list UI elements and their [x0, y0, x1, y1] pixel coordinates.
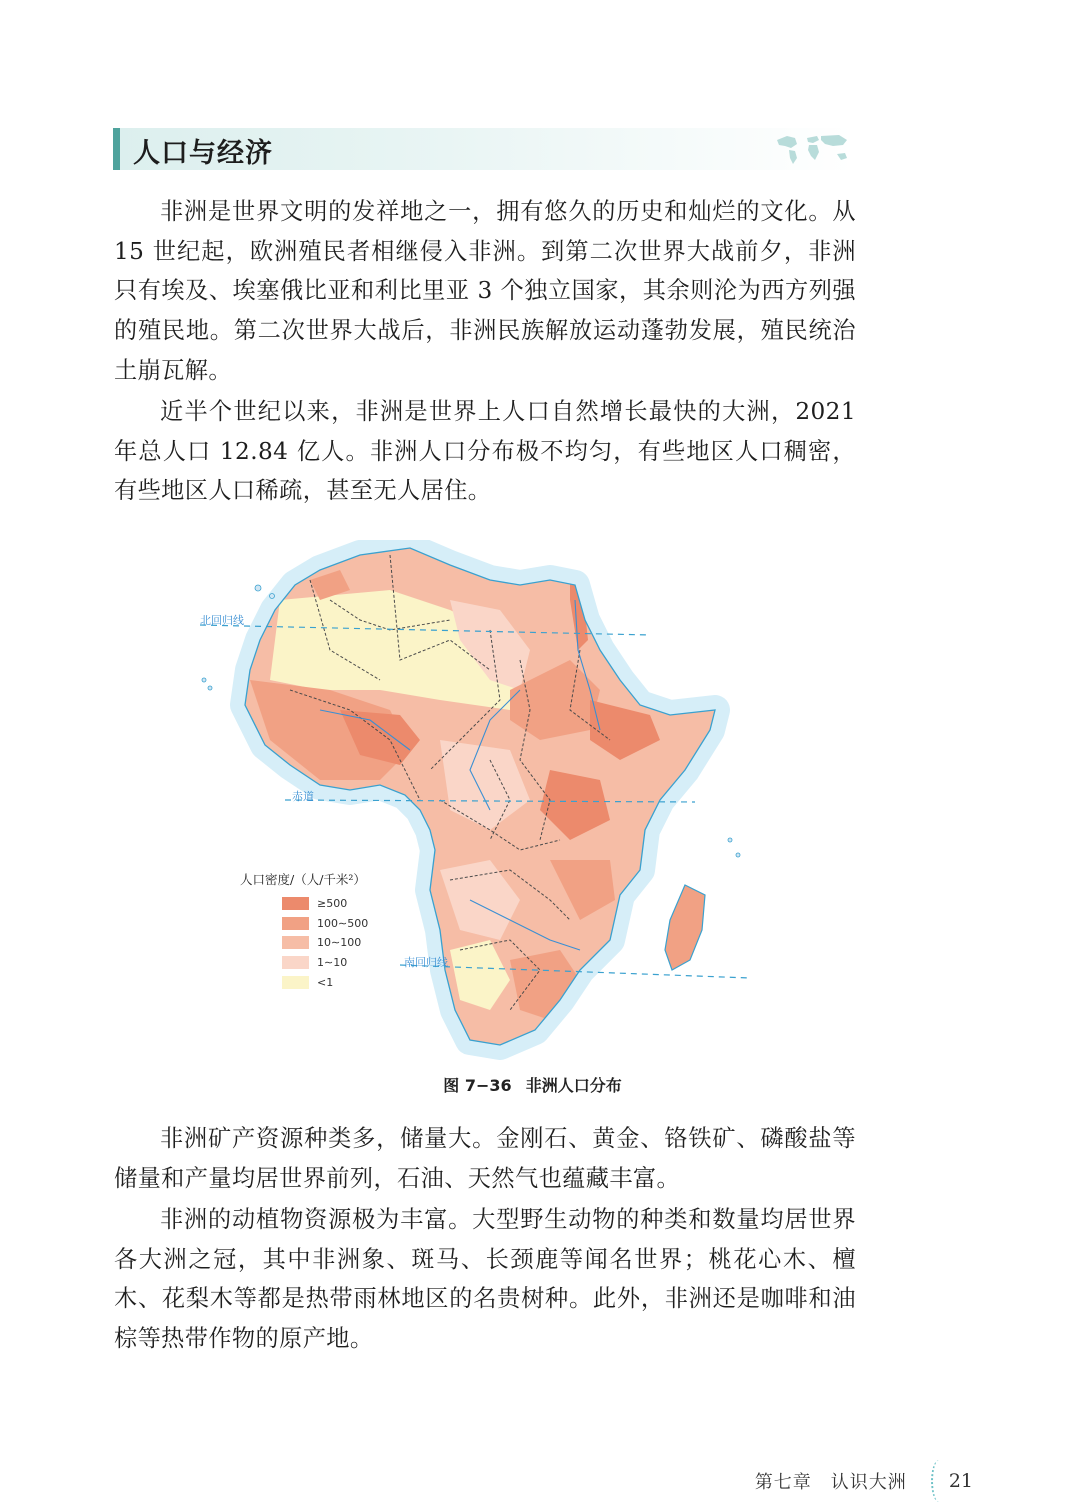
- section-header: [113, 128, 853, 170]
- paragraph-population: 近半个世纪以来，非洲是世界上人口自然增长最快的大洲，2021 年总人口 12.84 亿人。非洲人口分布极不均匀，有些地区人口稠密，有些地区人口稀疏，甚至无人居住。: [114, 398, 856, 505]
- legend-item: [282, 894, 400, 914]
- paragraph-history: 非洲是世界文明的发祥地之一，拥有悠久的历史和灿烂的文化。从 15 世纪起，欧洲殖民者相继侵入非洲。到第二次世界大战前夕，非洲只有埃及、埃塞俄比亚和利比里亚 3 个独立国家，其余则沦为西方列强的殖民地。第二次世界大战后，非洲民族解放运动蓬勃发展，殖民统治土崩瓦解。: [114, 198, 856, 384]
- legend-label: 10∼100: [317, 936, 362, 950]
- figure-caption: [0, 1073, 1065, 1096]
- paragraph-flora-fauna: 非洲的动植物资源极为丰富。大型野生动物的种类和数量均居世界各大洲之冠，其中非洲象、斑马、长颈鹿等闻名世界；桃花心木、檀木、花梨木等都是热带雨林地区的名贵树种。此外，非洲还是咖啡和油棕等热带作物的原产地。: [114, 1206, 856, 1353]
- figure-title: 非洲人口分布: [525, 1076, 622, 1095]
- legend-swatch: [282, 936, 309, 949]
- legend-swatch: [282, 976, 309, 989]
- legend-label: <1: [317, 975, 334, 989]
- legend-label: ≥500: [317, 897, 348, 911]
- legend-swatch: [282, 956, 309, 969]
- world-map-icon: [773, 130, 853, 168]
- legend-label: 1∼10: [317, 956, 348, 970]
- equator-label: 赤道: [292, 790, 314, 803]
- legend-title: 人口密度/（人/千米²）: [240, 872, 366, 887]
- tropic-of-capricorn-label: 南回归线: [404, 956, 448, 969]
- tropic-of-cancer-label: 北回归线: [200, 614, 244, 627]
- map-legend: [240, 870, 400, 992]
- section-title: 人口与经济: [133, 138, 273, 169]
- footer-divider: [931, 1460, 947, 1502]
- figure-number: 图 7−36: [443, 1076, 512, 1095]
- section-accent-bar: [113, 128, 120, 170]
- legend-item: [282, 933, 400, 953]
- legend-item: [282, 953, 400, 973]
- page-number: 21: [948, 1470, 973, 1492]
- legend-swatch: [282, 897, 309, 910]
- legend-item: [282, 972, 400, 992]
- legend-item: [282, 914, 400, 934]
- paragraph-minerals: 非洲矿产资源种类多，储量大。金刚石、黄金、铬铁矿、磷酸盐等储量和产量均居世界前列，石油、天然气也蕴藏丰富。: [114, 1125, 856, 1192]
- page-footer: [755, 1460, 973, 1502]
- legend-label: 100∼500: [317, 916, 369, 930]
- legend-swatch: [282, 917, 309, 930]
- chapter-title: 第七章 认识大洲: [754, 1472, 907, 1493]
